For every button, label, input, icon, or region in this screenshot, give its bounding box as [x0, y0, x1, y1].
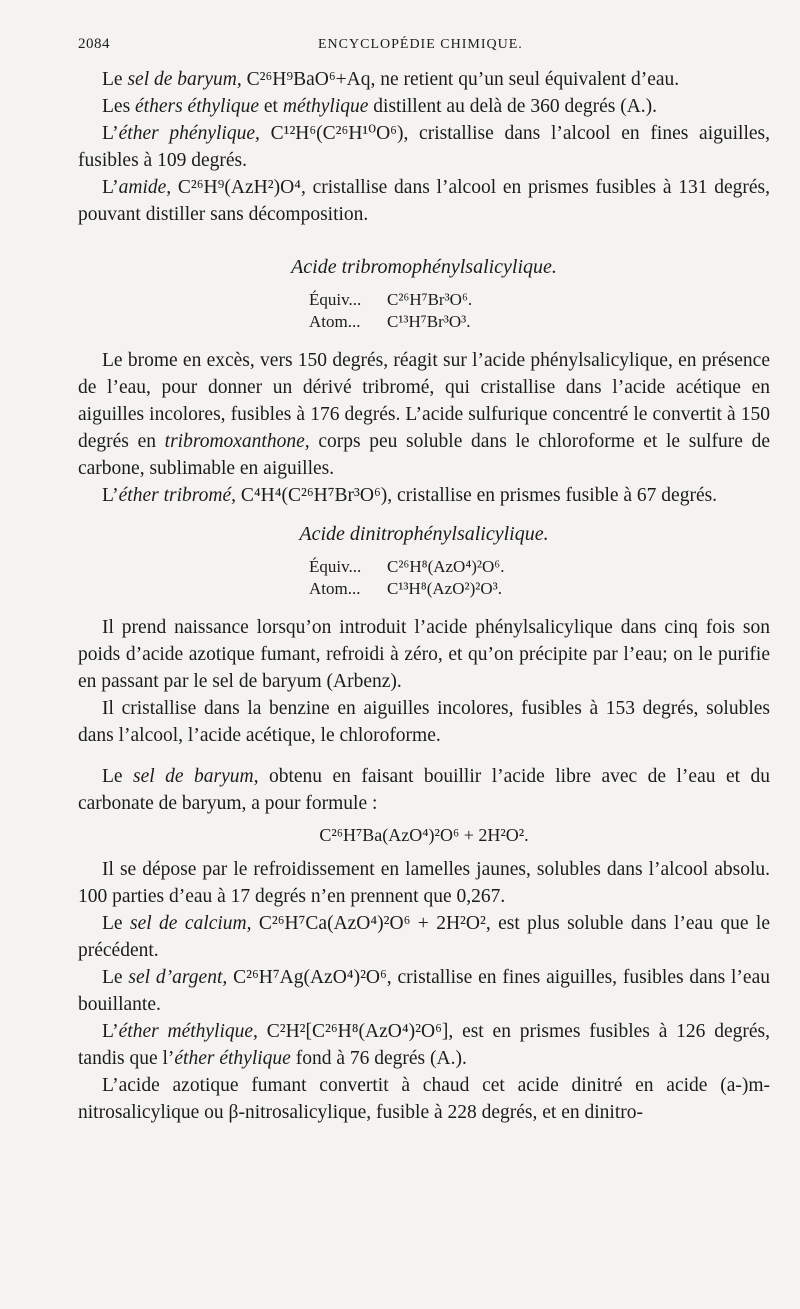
spacer: [78, 228, 770, 242]
formula-label: Équiv...: [309, 557, 362, 576]
paragraph: Il cristallise dans la benzine en aiguilles incolores, fusibles à 153 degrés, solubles dans l’alcool, l’acide acétique, le chloroforme.: [78, 698, 770, 746]
paragraph: Le sel d’argent, C²⁶H⁷Ag(AzO⁴)²O⁶, cristallise en fines aiguilles, fusibles dans l’eau bouillante.: [78, 967, 770, 1015]
formula-label: Équiv...: [309, 290, 362, 309]
formula-block: [309, 556, 539, 600]
paragraph: Le sel de baryum, obtenu en faisant bouillir l’acide libre avec de l’eau et du carbonate de baryum, a pour formule :: [78, 766, 770, 814]
formula-value: C¹³H⁷Br³O³.: [387, 312, 471, 331]
section-title: Acide dinitrophénylsalicylique.: [299, 523, 549, 545]
page-number: 2084: [78, 36, 110, 52]
paragraph: Le brome en excès, vers 150 degrés, réagit sur l’acide phénylsalicylique, en présence de l’eau, pour donner un dérivé tribromé, qui cristallise dans l’acide acétique en aiguilles incolores, fusibles à 176 degrés. L’acide sulfurique concentré le convertit à 150 degrés en tribromoxanthone, corps peu soluble dans le chloroforme et le sulfure de carbone, sublimable en aiguilles.: [78, 350, 770, 479]
paragraph: Le sel de calcium, C²⁶H⁷Ca(AzO⁴)²O⁶ + 2H²O², est plus soluble dans l’eau que le précédent.: [78, 913, 770, 961]
formula-row: [309, 556, 539, 578]
spacer: [78, 600, 770, 614]
section-title: Acide tribromophénylsalicylique.: [291, 256, 557, 278]
formula-row: [309, 578, 539, 600]
formula-centered: C²⁶H⁷Ba(AzO⁴)²O⁶ + 2H²O².: [319, 825, 529, 845]
formula-label: Atom...: [309, 579, 361, 598]
paragraph: Il prend naissance lorsqu’on introduit l’acide phénylsalicylique dans cinq fois son poids d’acide azotique fumant, refroidi à zéro, et qu’on précipite par l’eau; on le purifie en passant par le sel de baryum (Arbenz).: [78, 617, 770, 692]
spacer: [78, 333, 770, 347]
formula-value: C²⁶H⁷Br³O⁶.: [387, 290, 473, 309]
formula-block: [309, 289, 539, 333]
formula-row: [309, 311, 539, 333]
paragraph: Les éthers éthylique et méthylique distillent au delà de 360 degrés (A.).: [102, 96, 658, 117]
paragraph: L’amide, C²⁶H⁹(AzH²)O⁴, cristallise dans l’alcool en prismes fusibles à 131 degrés, pouvant distiller sans décomposition.: [78, 177, 770, 225]
paragraph: Il se dépose par le refroidissement en lamelles jaunes, solubles dans l’alcool absolu. 100 parties d’eau à 17 degrés n’en prennent que 0,267.: [78, 859, 770, 907]
formula-label: Atom...: [309, 312, 361, 331]
paragraph: L’acide azotique fumant convertit à chaud cet acide dinitré en acide (a-)m-nitrosalicylique ou β-nitrosalicylique, fusible à 228 degrés, et en dinitro-: [78, 1075, 770, 1123]
formula-row: [309, 289, 539, 311]
formula-value: C²⁶H⁸(AzO⁴)²O⁶.: [387, 557, 505, 576]
paragraph: L’éther phénylique, C¹²H⁶(C²⁶H¹⁰O⁶), cristallise dans l’alcool en fines aiguilles, fusibles à 109 degrés.: [78, 123, 770, 171]
paragraph: L’éther méthylique, C²H²[C²⁶H⁸(AzO⁴)²O⁶], est en prismes fusibles à 126 degrés, tandis que l’éther éthylique fond à 76 degrés (A.).: [78, 1021, 770, 1069]
paragraph: Le sel de baryum, C²⁶H⁹BaO⁶+Aq, ne retient qu’un seul équivalent d’eau.: [102, 69, 680, 90]
spacer: [78, 749, 770, 763]
paragraph: L’éther tribromé, C⁴H⁴(C²⁶H⁷Br³O⁶), cristallise en prismes fusible à 67 degrés.: [102, 485, 718, 506]
formula-value: C¹³H⁸(AzO²)²O³.: [387, 579, 502, 598]
running-title: ENCYCLOPÉDIE CHIMIQUE.: [318, 37, 523, 52]
page-header: [78, 36, 770, 66]
